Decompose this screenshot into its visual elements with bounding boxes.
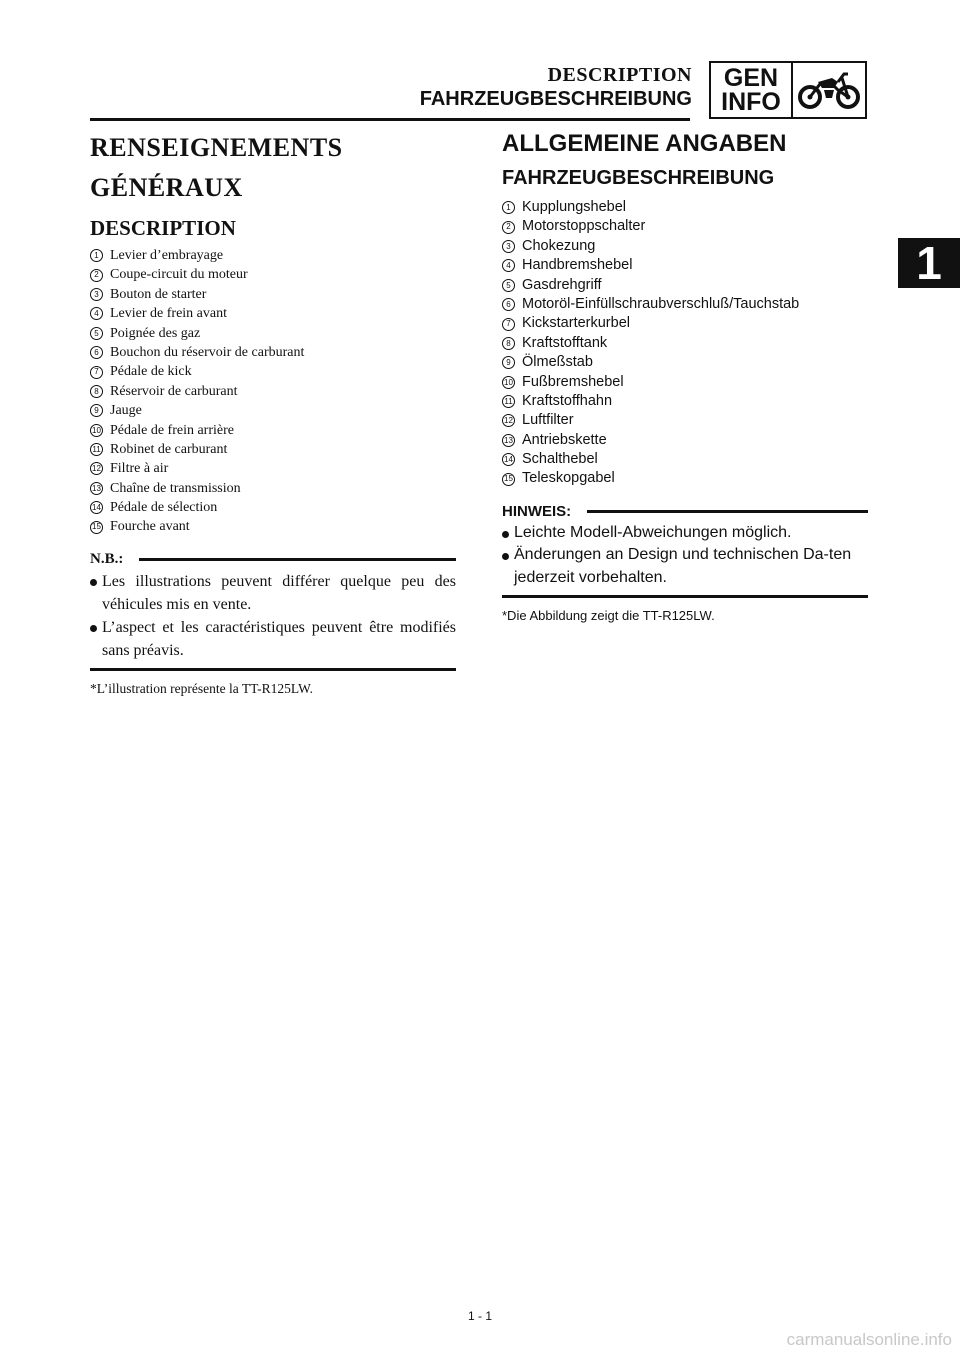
item-number-badge: 1 [502, 201, 515, 214]
item-label: Kraftstofftank [522, 334, 608, 351]
item-number-badge: 3 [502, 240, 515, 253]
item-label: Kupplungshebel [522, 199, 627, 215]
bullet-icon [90, 625, 97, 632]
item-label: Kickstarterkurbel [522, 315, 630, 332]
note-text: L’aspect et les caractéristiques peuvent être modifiés sans préavis. [102, 618, 456, 659]
note-item [502, 544, 868, 589]
list-item [90, 479, 456, 498]
gen-info-text [711, 63, 793, 117]
item-number-badge: 2 [90, 269, 103, 282]
note-text: Les illustrations peuvent différer quelque peu des véhicules mis en vente. [102, 572, 456, 613]
item-label: Poignée des gaz [110, 325, 201, 341]
item-number-badge: 14 [90, 501, 103, 514]
list-item [90, 343, 456, 362]
item-number-badge: 6 [502, 298, 515, 311]
item-number-badge: 8 [90, 385, 103, 398]
item-number-badge: 2 [502, 221, 515, 234]
fr-subtitle: DESCRIPTION [90, 216, 236, 240]
list-item [502, 431, 868, 450]
page-number: 1 - 1 [467, 1309, 492, 1323]
list-item [502, 373, 868, 392]
french-column [90, 128, 456, 697]
item-label: Chokezung [522, 237, 596, 254]
item-number-badge: 12 [502, 414, 515, 427]
item-label: Bouchon du réservoir de carburant [110, 344, 305, 360]
list-item [502, 334, 868, 353]
de-notes-list [502, 522, 868, 590]
header-rule [90, 118, 690, 121]
bullet-icon [502, 553, 509, 560]
de-note-header [502, 503, 868, 520]
item-number-badge: 4 [502, 259, 515, 272]
item-number-badge: 9 [502, 356, 515, 369]
note-rule [139, 558, 456, 561]
item-number-badge: 13 [90, 482, 103, 495]
gen-info-badge [709, 61, 867, 119]
item-label: Bouton de starter [110, 286, 207, 302]
list-item [502, 295, 868, 314]
list-item [502, 450, 868, 469]
item-label: Antriebskette [522, 431, 607, 448]
note-item [90, 616, 456, 662]
list-item [502, 256, 868, 275]
fr-title-line1: RENSEIGNEMENTS [90, 133, 343, 162]
badge-line-info: INFO [721, 88, 781, 116]
fr-note-header [90, 551, 456, 568]
list-item [90, 304, 456, 323]
list-item [502, 217, 868, 236]
item-number-badge: 7 [502, 318, 515, 331]
item-label: Pédale de frein arrière [110, 422, 234, 438]
item-label: Motoröl-Einfüllschraubverschluß/Tauchstab [522, 295, 800, 312]
header-title-fr: DESCRIPTION [547, 64, 692, 86]
item-label: Fußbremshebel [522, 373, 624, 390]
list-item [90, 498, 456, 517]
item-number-badge: 12 [90, 462, 103, 475]
note-end-rule [502, 595, 868, 598]
list-item [502, 469, 868, 488]
item-label: Fourche avant [110, 519, 190, 535]
item-label: Pédale de kick [110, 364, 192, 380]
note-rule [587, 510, 868, 513]
fr-parts-list [90, 246, 456, 537]
item-label: Filtre à air [110, 461, 169, 477]
item-number-badge: 5 [502, 279, 515, 292]
list-item [90, 324, 456, 343]
german-column [502, 128, 868, 623]
note-item [502, 522, 868, 545]
item-label: Schalthebel [522, 451, 598, 468]
item-label: Handbremshebel [522, 257, 633, 274]
item-label: Levier d’embrayage [110, 248, 224, 263]
list-item [90, 440, 456, 459]
de-title: ALLGEMEINE ANGABEN [502, 130, 787, 157]
list-item [502, 392, 868, 411]
item-label: Coupe-circuit du moteur [110, 267, 248, 283]
item-label: Chaîne de transmission [110, 480, 241, 496]
bullet-icon [90, 579, 97, 586]
item-number-badge: 11 [502, 395, 515, 408]
chapter-tab: 1 [898, 238, 960, 288]
list-item [90, 517, 456, 536]
list-item [90, 382, 456, 401]
item-number-badge: 3 [90, 288, 103, 301]
note-item [90, 570, 456, 616]
item-number-badge: 7 [90, 366, 103, 379]
list-item [502, 314, 868, 333]
item-number-badge: 13 [502, 434, 515, 447]
item-number-badge: 11 [90, 443, 103, 456]
de-note-label: HINWEIS: [502, 502, 572, 520]
list-item [90, 401, 456, 420]
badge-line-gen: GEN [723, 64, 779, 92]
motorcycle-icon [793, 63, 865, 117]
note-text: Änderungen an Design und technischen Da-ten jederzeit vorbehalten. [514, 546, 852, 586]
item-number-badge: 10 [502, 376, 515, 389]
item-label: Luftfilter [522, 412, 574, 429]
watermark: carmanualsonline.info [786, 1330, 952, 1349]
item-label: Motorstoppschalter [522, 218, 646, 235]
bullet-icon [502, 531, 509, 538]
item-label: Levier de frein avant [110, 306, 227, 322]
item-number-badge: 5 [90, 327, 103, 340]
fr-notes-list [90, 570, 456, 662]
item-number-badge: 1 [90, 249, 103, 262]
item-number-badge: 14 [502, 453, 515, 466]
list-item [502, 276, 868, 295]
list-item [502, 411, 868, 430]
item-label: Ölmeßstab [522, 354, 593, 371]
item-label: Jauge [110, 403, 142, 419]
item-number-badge: 6 [90, 346, 103, 359]
list-item [502, 353, 868, 372]
item-number-badge: 8 [502, 337, 515, 350]
de-subtitle: FAHRZEUGBESCHREIBUNG [502, 167, 775, 189]
header-title-de: FAHRZEUGBESCHREIBUNG [419, 88, 692, 110]
item-label: Gasdrehgriff [522, 276, 602, 293]
de-parts-list [502, 198, 868, 489]
fr-note-label: N.B.: [90, 550, 124, 567]
list-item [90, 285, 456, 304]
item-number-badge: 4 [90, 307, 103, 320]
item-label: Pédale de sélection [110, 500, 218, 516]
fr-title-line2: GÉNÉRAUX [90, 173, 243, 202]
item-number-badge: 15 [90, 521, 103, 534]
item-label: Teleskopgabel [522, 470, 615, 487]
list-item [502, 237, 868, 256]
item-label: Kraftstoffhahn [522, 392, 613, 409]
list-item [90, 421, 456, 440]
note-end-rule [90, 668, 456, 671]
de-caption: *Die Abbildung zeigt die TT-R125LW. [502, 608, 715, 624]
item-number-badge: 10 [90, 424, 103, 437]
list-item [90, 265, 456, 284]
list-item [90, 362, 456, 381]
list-item [502, 198, 868, 217]
note-text: Leichte Modell-Abweichungen möglich. [514, 523, 792, 541]
item-label: Réservoir de carburant [110, 383, 238, 399]
item-number-badge: 15 [502, 473, 515, 486]
item-label: Robinet de carburant [110, 441, 228, 457]
fr-caption: *L’illustration représente la TT-R125LW. [90, 680, 313, 696]
list-item [90, 459, 456, 478]
list-item [90, 246, 456, 265]
item-number-badge: 9 [90, 404, 103, 417]
